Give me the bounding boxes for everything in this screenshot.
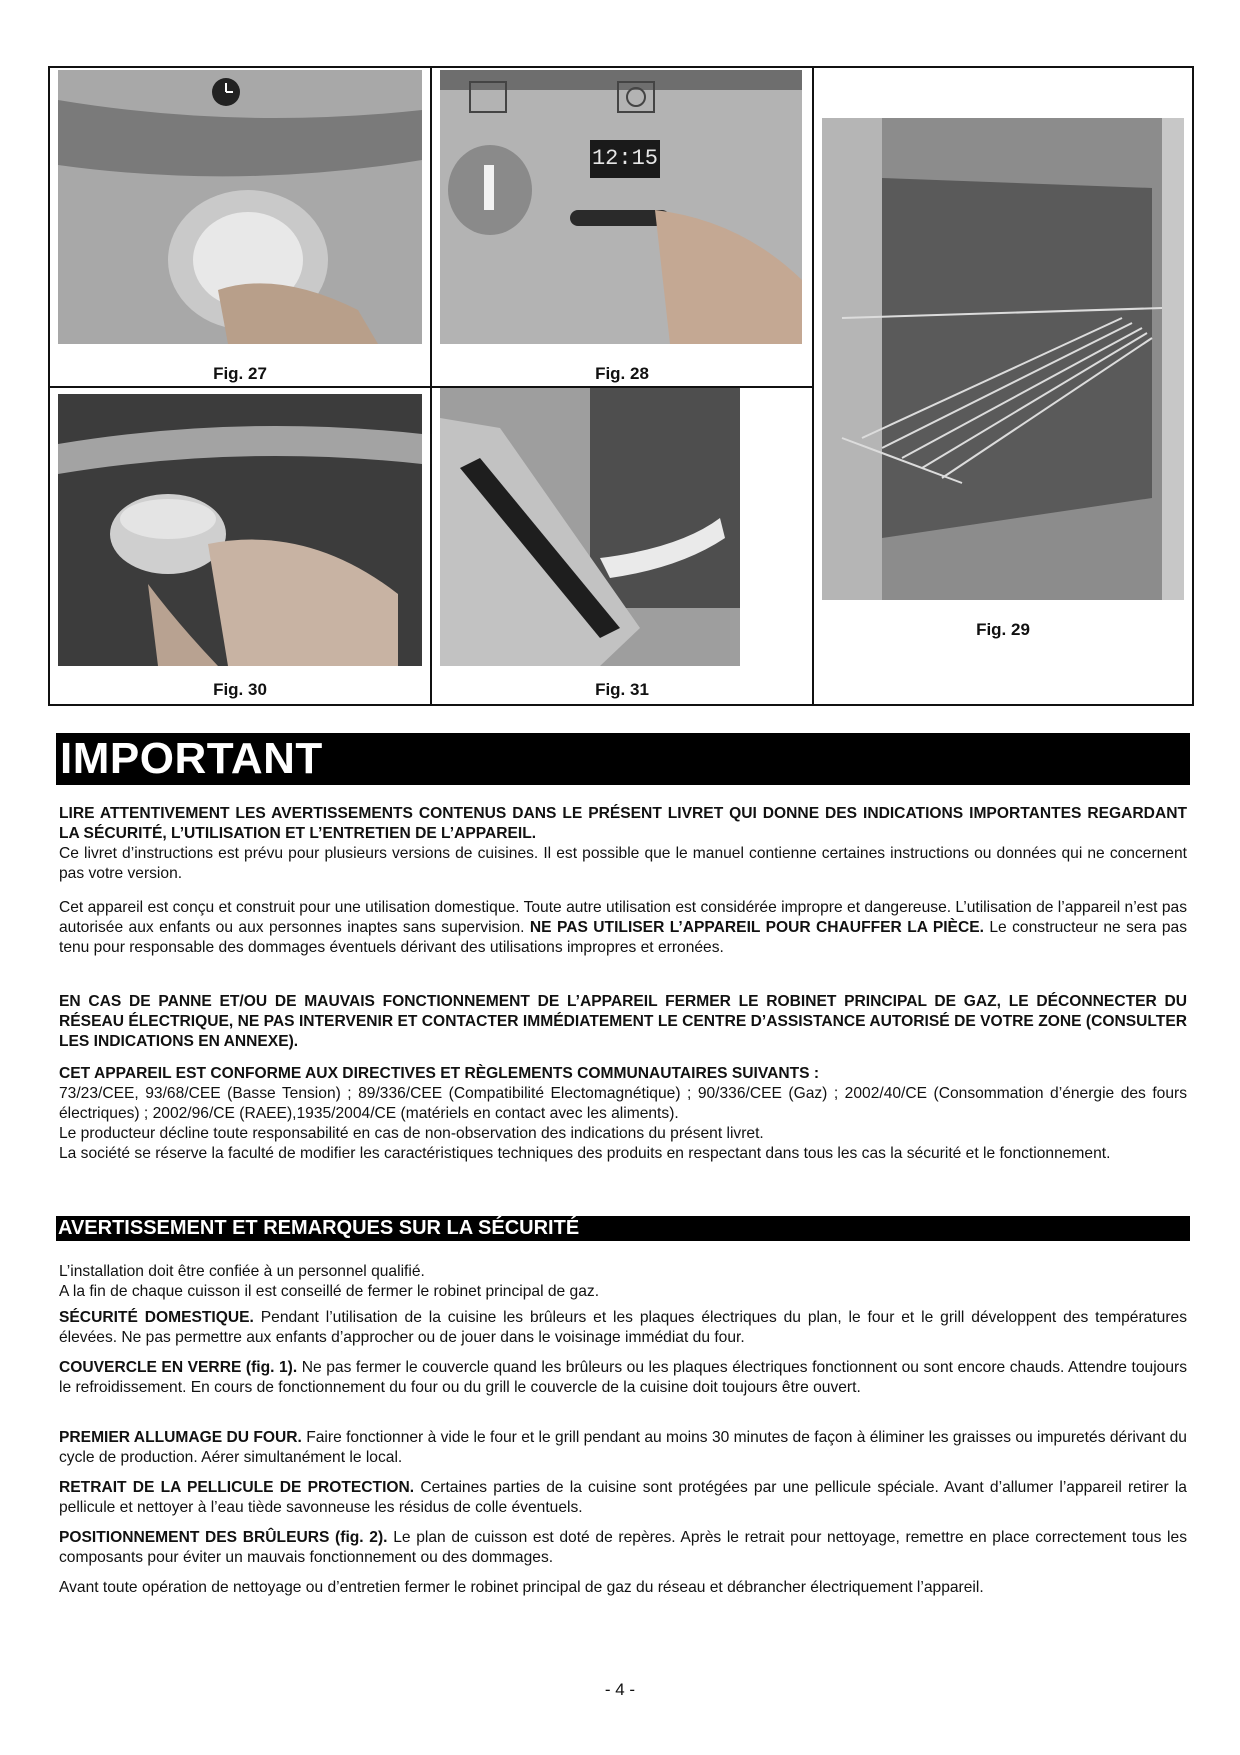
important-p1-bold: LIRE ATTENTIVEMENT LES AVERTISSEMENTS CONTENUS DANS LE PRÉSENT LIVRET QUI DONNE DES INDICATIONS IMPORTANTES REGARDANT LA SÉCURITÉ, L’UTILISATION ET L’ENTRETIEN DE L’APPAREIL. [59, 805, 1187, 842]
fig28-clock-readout: 12:15 [591, 146, 658, 171]
important-p1-text: Ce livret d’instructions est prévu pour plusieurs versions de cuisines. Il est possible que le manuel contienne certaines instructions ou données qui ne concernent pas votre version. [59, 845, 1187, 882]
safety-glass-lid [59, 1358, 1187, 1398]
important-paragraph-3: EN CAS DE PANNE ET/OU DE MAUVAIS FONCTIONNEMENT DE L’APPAREIL FERMER LE ROBINET PRINCIPAL DE GAZ, LE DÉCONNECTER DU RÉSEAU ÉLECTRIQUE, NE PAS INTERVENIR ET CONTACTER IMMÉDIATEMENT LE CENTRE D’ASSISTANCE AUTORISÉ DE VOTRE ZONE (CONSULTER LES INDICATIONS EN ANNEXE). [59, 993, 1187, 1050]
safety-burners-text: Le plan de cuisson est doté de repères. Après le retrait pour nettoyage, remettre en place correctement tous les composants pour éviter un mauvais fonctionnement ou des dommages. [59, 1529, 1187, 1566]
important-p4-text: 73/23/CEE, 93/68/CEE (Basse Tension) ; 89/336/CEE (Compatibilité Electomagnétique) ; 90/336/CEE (Gaz) ; 2002/40/CE (Consommation d’énergie des fours électriques) ; 2002/96/CE (RAEE),1935/2004/CE (matériels en contact avec les aliments). [59, 1085, 1187, 1122]
figure-grid [48, 66, 1194, 706]
safety-domestic [59, 1308, 1187, 1348]
page-number: - 4 - [604, 1680, 636, 1699]
important-p4-bold: CET APPAREIL EST CONFORME AUX DIRECTIVES ET RÈGLEMENTS COMMUNAUTAIRES SUIVANTS : [59, 1065, 820, 1082]
fig31-photo-oven-door-seal [440, 388, 740, 666]
safety-line-1: L’installation doit être confiée à un personnel qualifié. [59, 1263, 425, 1280]
safety-line-2: A la fin de chaque cuisson il est conseillé de fermer le robinet principal de gaz. [59, 1283, 600, 1300]
safety-first-ignition-text: Faire fonctionner à vide le four et le grill pendant au moins 30 minutes de façon à éliminer les graisses ou impuretés dérivant du cycle de production. Aérer simultanément le local. [59, 1429, 1187, 1466]
important-p2-text-b: Le constructeur ne sera pas tenu pour responsable des dommages éventuels dérivant des utilisations impropres et erronées. [59, 919, 1187, 956]
safety-glass-lid-text: Ne pas fermer le couvercle quand les brûleurs ou les plaques électriques fonctionnent ou sont encore chauds. Attendre toujours le refroidissement. En cours de fonctionnement du four ou du grill le couvercle de la cuisine doit toujours être ouvert. [59, 1359, 1187, 1396]
fig28-caption: Fig. 28 [595, 364, 649, 383]
important-paragraph-1 [59, 804, 1187, 884]
fig31-caption: Fig. 31 [595, 680, 649, 699]
safety-heading: AVERTISSEMENT ET REMARQUES SUR LA SÉCURITÉ [56, 1216, 1190, 1241]
safety-glass-lid-bold: COUVERCLE EN VERRE (fig. 1). [59, 1359, 298, 1376]
safety-protective-film-bold: RETRAIT DE LA PELLICULE DE PROTECTION. [59, 1479, 415, 1496]
safety-domestic-bold: SÉCURITÉ DOMESTIQUE. [59, 1309, 254, 1326]
important-paragraph-2 [59, 898, 1187, 958]
fig28-photo-timer-display [440, 70, 802, 344]
fig30-caption: Fig. 30 [213, 680, 267, 699]
safety-protective-film-text: Certaines parties de la cuisine sont protégées par une pellicule spéciale. Avant d’allumer l’appareil retirer la pellicule et nettoyer à l’eau tiède savonneuse les résidus de colle éventuels. [59, 1479, 1187, 1516]
important-p2-text-a: Cet appareil est conçu et construit pour une utilisation domestique. Toute autre utilisation est considérée impropre et dangereuse. L’utilisation de l’appareil n’est pas autorisée aux enfants ou aux personnes inaptes sans supervision. [59, 899, 1187, 936]
safety-burners [59, 1528, 1187, 1568]
important-heading: IMPORTANT [56, 733, 1190, 785]
fig30-photo-lamp-cover [58, 394, 422, 666]
fig29-caption: Fig. 29 [976, 620, 1030, 639]
fig29-photo-oven-rack [822, 118, 1184, 600]
important-p6-text: La société se réserve la faculté de modifier les caractéristiques techniques des produits en respectant dans tous les cas la sécurité et le fonctionnement. [59, 1145, 1111, 1162]
important-paragraph-4 [59, 1064, 1187, 1164]
important-p2-bold: NE PAS UTILISER L’APPAREIL POUR CHAUFFER LA PIÈCE. [529, 919, 984, 936]
important-p5-text: Le producteur décline toute responsabilité en cas de non-observation des indications du présent livret. [59, 1125, 764, 1142]
safety-first-ignition [59, 1428, 1187, 1468]
fig27-photo-oven-knob [58, 70, 422, 344]
safety-protective-film [59, 1478, 1187, 1518]
safety-cleaning: Avant toute opération de nettoyage ou d’entretien fermer le robinet principal de gaz du réseau et débrancher électriquement l’appareil. [59, 1579, 984, 1596]
fig27-caption: Fig. 27 [213, 364, 267, 383]
safety-burners-bold: POSITIONNEMENT DES BRÛLEURS (fig. 2). [59, 1529, 388, 1546]
safety-domestic-text: Pendant l’utilisation de la cuisine les brûleurs et les plaques électriques du plan, le four et le grill développent des températures élevées. Ne pas permettre aux enfants d’approcher ou de jouer dans le voisinage immédiat du four. [59, 1309, 1187, 1346]
safety-first-ignition-bold: PREMIER ALLUMAGE DU FOUR. [59, 1429, 302, 1446]
safety-intro [59, 1262, 1187, 1302]
